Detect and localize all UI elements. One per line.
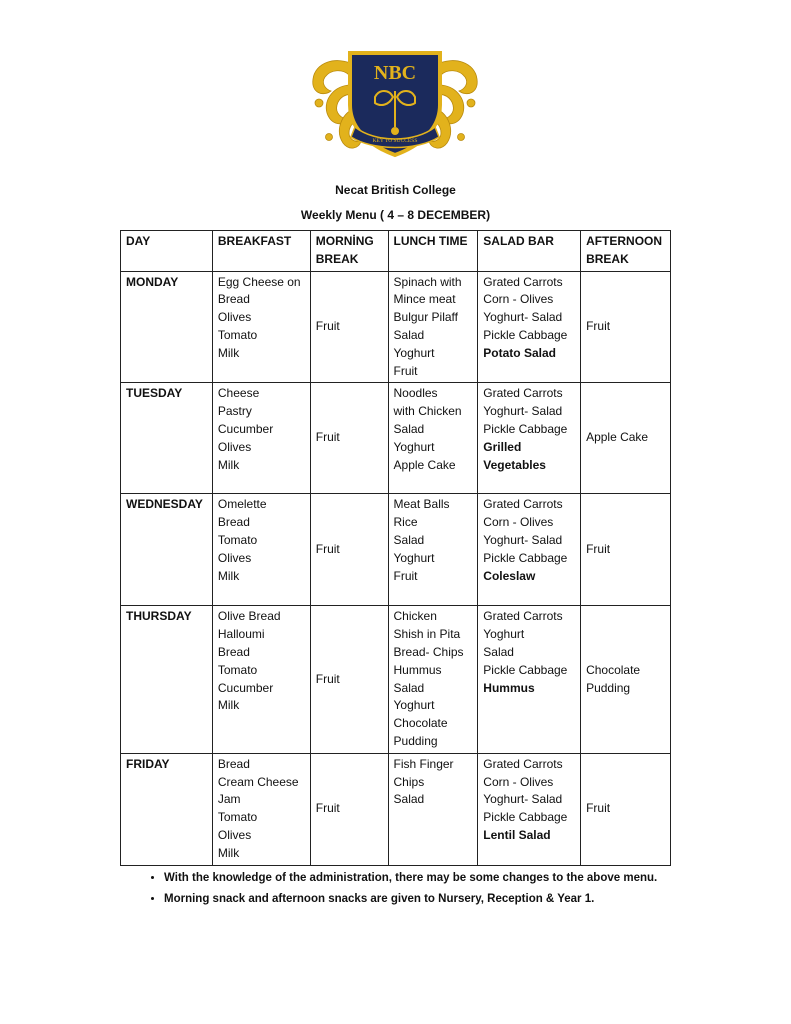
breakfast-cell xyxy=(212,494,310,606)
afternoon-break-cell xyxy=(581,271,671,383)
morning-break-cell: Fruit xyxy=(310,383,388,494)
menu-item: Chocolate xyxy=(393,716,448,731)
menu-item: Pickle Cabbage xyxy=(483,421,568,436)
menu-item: Olives xyxy=(217,550,252,565)
menu-item: Bread xyxy=(217,292,250,307)
menu-item: Apple Cake xyxy=(393,457,456,472)
column-header-salad-bar: SALAD BAR xyxy=(478,231,581,272)
menu-item: Noodles xyxy=(393,386,438,401)
table-row xyxy=(121,494,671,606)
salad-bar-cell xyxy=(478,494,581,606)
menu-item: Bulgur Pilaff xyxy=(393,310,458,325)
menu-item: Yoghurt xyxy=(393,550,435,565)
menu-item: Salad xyxy=(393,680,425,695)
menu-item: Bread- Chips xyxy=(393,644,464,659)
afternoon-break-cell xyxy=(581,606,671,753)
menu-item-highlight: Lentil Salad xyxy=(483,827,551,842)
notes-list xyxy=(128,868,764,910)
menu-item-highlight: Hummus xyxy=(483,680,535,695)
crest-motto: KEY TO SUCCESS xyxy=(372,138,418,144)
menu-item-highlight: Grilled xyxy=(483,439,522,454)
menu-item: Apple Cake xyxy=(586,430,649,445)
menu-item: Fruit xyxy=(393,568,418,583)
menu-item: Bread xyxy=(217,644,250,659)
menu-item: Corn - Olives xyxy=(483,515,554,530)
menu-item: Olives xyxy=(217,439,252,454)
column-header-morning-break: MORNİNG BREAK xyxy=(310,231,388,272)
menu-item: Salad xyxy=(393,532,425,547)
menu-item: Milk xyxy=(217,845,240,860)
menu-item: Milk xyxy=(217,698,240,713)
menu-item: Cream Cheese xyxy=(217,774,299,789)
afternoon-break-cell xyxy=(581,383,671,494)
column-header-afternoon-break: AFTERNOON BREAK xyxy=(581,231,671,272)
menu-item: Olives xyxy=(217,310,252,325)
table-row xyxy=(121,606,671,753)
menu-item: Egg Cheese on xyxy=(217,274,301,289)
menu-item: Tomato xyxy=(217,810,258,825)
column-header-lunch: LUNCH TIME xyxy=(388,231,478,272)
menu-item: Salad xyxy=(393,792,425,807)
menu-item: Omelette xyxy=(217,497,267,512)
menu-item: Bread xyxy=(217,515,250,530)
menu-item: Fruit xyxy=(586,801,611,816)
note-item: • Morning snack and afternoon snacks are given to Nursery, Reception & Year 1. xyxy=(164,889,764,910)
menu-item: Fruit xyxy=(393,363,418,378)
menu-item: Cucumber xyxy=(217,421,274,436)
breakfast-cell xyxy=(212,271,310,383)
morning-break-cell: Fruit xyxy=(310,606,388,753)
menu-item: Pickle Cabbage xyxy=(483,662,568,677)
note-item: • With the knowledge of the administration, there may be some changes to the above menu. xyxy=(164,868,764,889)
lunch-cell xyxy=(388,494,478,606)
menu-item: Corn - Olives xyxy=(483,292,554,307)
menu-item: Yoghurt xyxy=(393,698,435,713)
menu-item: Yoghurt- Salad xyxy=(483,792,563,807)
lunch-cell xyxy=(388,753,478,865)
afternoon-break-cell xyxy=(581,494,671,606)
morning-break-cell: Fruit xyxy=(310,271,388,383)
menu-item: Pastry xyxy=(217,404,252,419)
day-cell: WEDNESDAY xyxy=(121,494,213,606)
college-name: Necat British College xyxy=(335,183,456,197)
day-cell: MONDAY xyxy=(121,271,213,383)
menu-item-highlight: Coleslaw xyxy=(483,568,536,583)
menu-item: Fruit xyxy=(586,541,611,556)
morning-break-cell: Fruit xyxy=(310,494,388,606)
menu-item: Milk xyxy=(217,345,240,360)
morning-break-cell: Fruit xyxy=(310,753,388,865)
salad-bar-cell xyxy=(478,383,581,494)
table-row xyxy=(121,753,671,865)
menu-item: Mince meat xyxy=(393,292,456,307)
menu-item: Milk xyxy=(217,568,240,583)
menu-item: Salad xyxy=(393,421,425,436)
table-header-row xyxy=(121,231,671,272)
menu-item: Olives xyxy=(217,827,252,842)
breakfast-cell xyxy=(212,753,310,865)
afternoon-break-cell xyxy=(581,753,671,865)
menu-item-highlight: Potato Salad xyxy=(483,345,556,360)
lunch-cell xyxy=(388,383,478,494)
weekly-menu-table xyxy=(120,230,671,866)
breakfast-cell xyxy=(212,383,310,494)
menu-item: Yoghurt- Salad xyxy=(483,532,563,547)
menu-item: Bread xyxy=(217,756,250,771)
menu-item: Salad xyxy=(393,327,425,342)
menu-item: Pickle Cabbage xyxy=(483,550,568,565)
menu-item: Meat Balls xyxy=(393,497,450,512)
menu-item: Corn - Olives xyxy=(483,774,554,789)
day-cell: THURSDAY xyxy=(121,606,213,753)
menu-item: Chips xyxy=(393,774,425,789)
day-cell: TUESDAY xyxy=(121,383,213,494)
table-row xyxy=(121,271,671,383)
menu-item: Grated Carrots xyxy=(483,274,563,289)
menu-item: Salad xyxy=(483,644,514,659)
menu-item: Milk xyxy=(217,457,240,472)
college-crest-logo xyxy=(305,45,485,160)
menu-title: Weekly Menu ( 4 – 8 DECEMBER) xyxy=(300,208,491,222)
menu-item: Jam xyxy=(217,792,241,807)
menu-item: Yoghurt xyxy=(393,439,435,454)
breakfast-cell xyxy=(212,606,310,753)
column-header-day: DAY xyxy=(121,231,213,272)
table-row xyxy=(121,383,671,494)
lunch-cell xyxy=(388,606,478,753)
menu-item: Halloumi xyxy=(217,627,265,642)
lunch-cell xyxy=(388,271,478,383)
menu-item: Hummus xyxy=(393,662,442,677)
menu-item: Yoghurt xyxy=(393,345,435,360)
salad-bar-cell xyxy=(478,753,581,865)
menu-item: Yoghurt- Salad xyxy=(483,404,563,419)
menu-item: Cheese xyxy=(217,386,260,401)
menu-item: Pudding xyxy=(393,733,438,748)
column-header-breakfast: BREAKFAST xyxy=(212,231,310,272)
menu-item: Rice xyxy=(393,515,418,530)
menu-item: Cucumber xyxy=(217,680,274,695)
menu-item: Tomato xyxy=(217,662,258,677)
menu-item: with Chicken xyxy=(393,404,462,419)
menu-item: Shish in Pita xyxy=(393,627,461,642)
menu-item: Fish Finger xyxy=(393,756,454,771)
menu-item: Fruit xyxy=(586,319,611,334)
menu-item: Grated Carrots xyxy=(483,756,563,771)
menu-item: Spinach with xyxy=(393,274,462,289)
menu-item: Chocolate xyxy=(586,662,641,677)
menu-item-highlight: Vegetables xyxy=(483,457,546,472)
menu-item: Olive Bread xyxy=(217,609,281,624)
crest-initials: NBC xyxy=(373,62,417,84)
menu-item: Yoghurt- Salad xyxy=(483,310,563,325)
menu-item: Pudding xyxy=(586,680,631,695)
menu-item: Yoghurt xyxy=(483,627,525,642)
menu-item: Tomato xyxy=(217,532,258,547)
menu-item: Chicken xyxy=(393,609,437,624)
menu-item: Tomato xyxy=(217,327,258,342)
menu-item: Pickle Cabbage xyxy=(483,810,568,825)
menu-item: Grated Carrots xyxy=(483,609,563,624)
menu-item: Grated Carrots xyxy=(483,386,563,401)
table-body xyxy=(121,271,671,865)
day-cell: FRIDAY xyxy=(121,753,213,865)
salad-bar-cell xyxy=(478,271,581,383)
salad-bar-cell xyxy=(478,606,581,753)
menu-item: Grated Carrots xyxy=(483,497,563,512)
menu-item: Pickle Cabbage xyxy=(483,327,568,342)
